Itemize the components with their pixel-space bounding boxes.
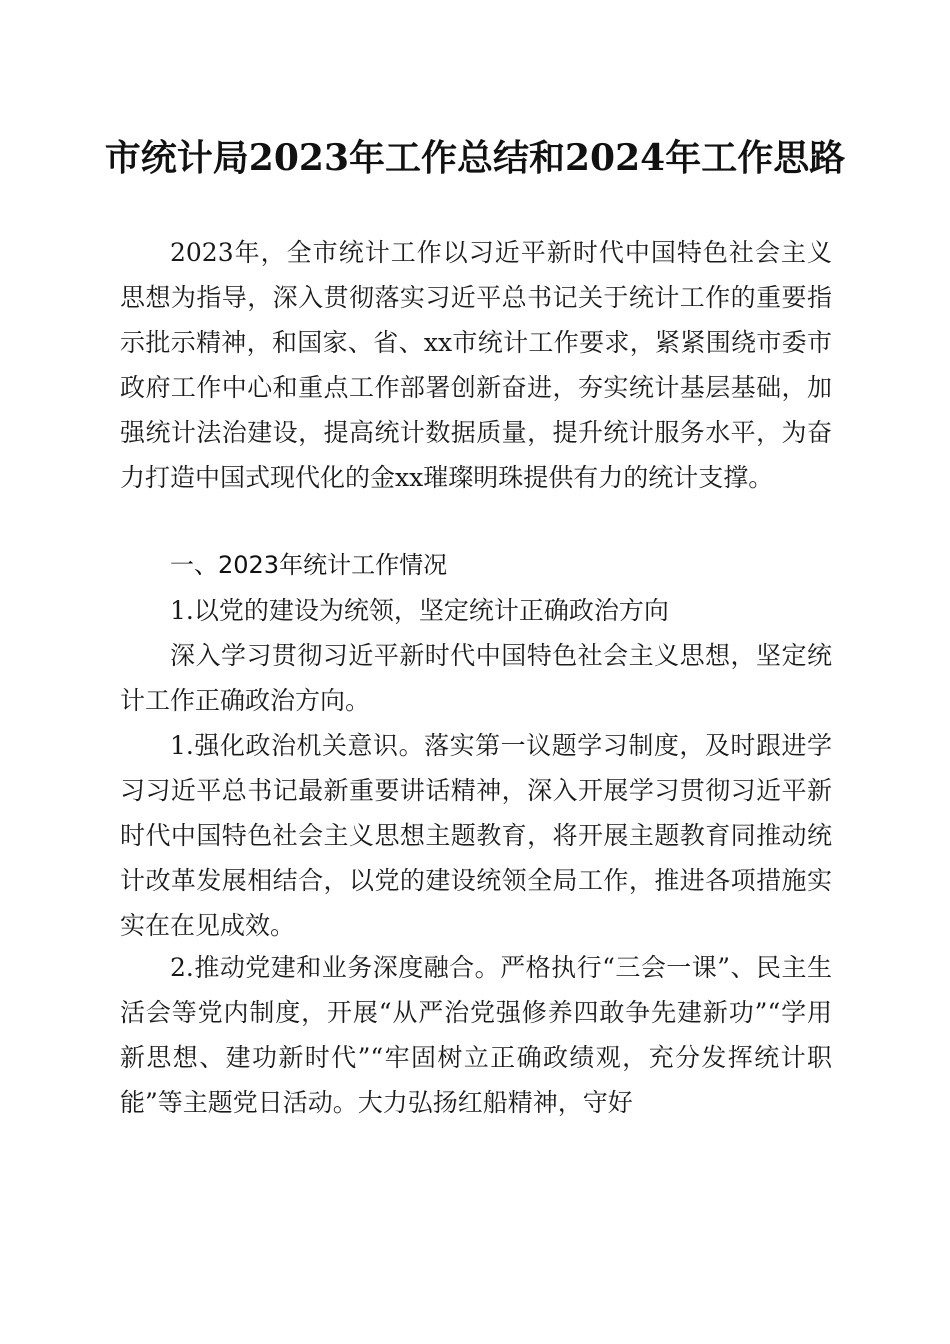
subsection-heading: 1.以党的建设为统领，坚定统计正确政治方向 <box>170 596 669 625</box>
intro-paragraph: 2023年，全市统计工作以习近平新时代中国特色社会主义思想为指导，深入贯彻落实习近平总书记关于统计工作的重要指示批示精神，和国家、省、xx市统计工作要求，紧紧围绕市委市政府工作中心和重点工作部署创新奋进，夯实统计基层基础，加强统计法治建设，提高统计数据质量，提升统计服务水平，为奋力打造中国式现代化的金xx璀璨明珠提供有力的统计支撑。 <box>120 238 832 492</box>
document-title: 市统计局2023年工作总结和2024年工作思路 <box>104 137 846 179</box>
section-heading: 一、2023年统计工作情况 <box>170 551 448 579</box>
subsection-intro-paragraph: 深入学习贯彻习近平新时代中国特色社会主义思想，坚定统计工作正确政治方向。 <box>120 641 832 715</box>
item-paragraph-2: 2.推动党建和业务深度融合。严格执行“三会一课”、民主生活会等党内制度，开展“从严治党强修养四敢争先建新功”“学用新思想、建功新时代”“牢固树立正确政绩观，充分发挥统计职能”等主题党日活动。大力弘扬红船精神，守好 <box>120 953 832 1117</box>
item-paragraph-1: 1.强化政治机关意识。落实第一议题学习制度，及时跟进学习习近平总书记最新重要讲话精神，深入开展学习贯彻习近平新时代中国特色社会主义思想主题教育，将开展主题教育同推动统计改革发展相结合，以党的建设统领全局工作，推进各项措施实实在在见成效。 <box>120 731 832 940</box>
